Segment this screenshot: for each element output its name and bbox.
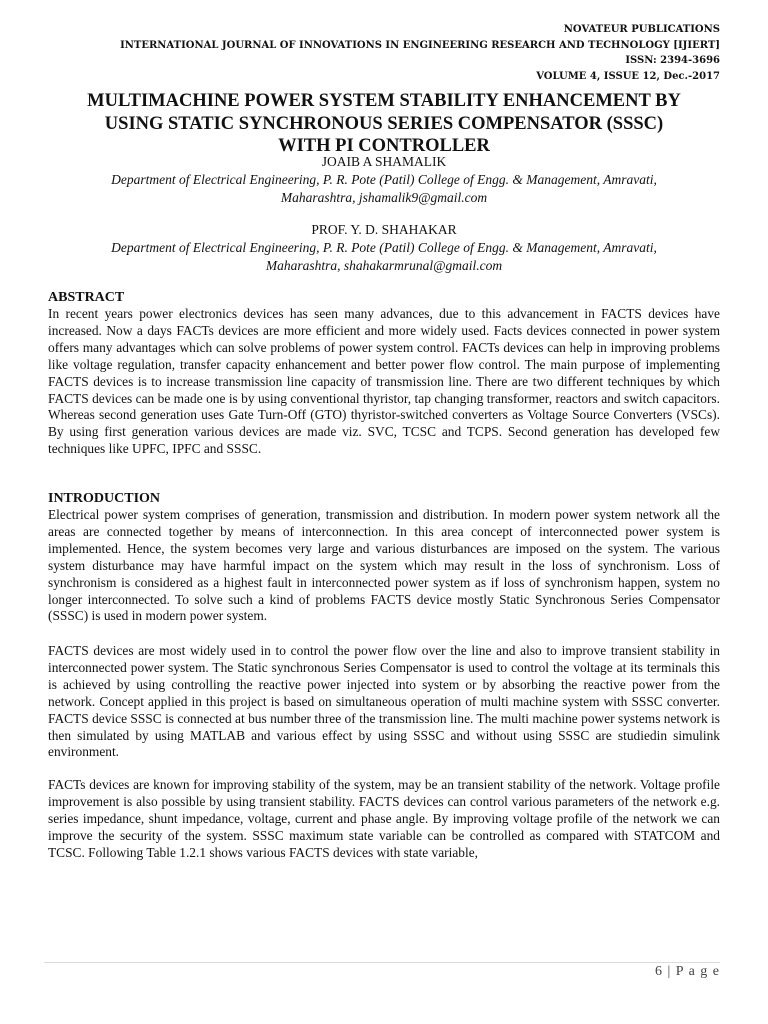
journal-header xyxy=(120,22,720,84)
volume-issue: VOLUME 4, ISSUE 12, Dec.-2017 xyxy=(536,70,720,82)
abstract-heading: ABSTRACT xyxy=(48,290,125,305)
paper-title xyxy=(40,90,728,158)
author-1-affiliation xyxy=(40,171,728,207)
footer-divider xyxy=(44,962,720,963)
issn: ISSN: 2394-3696 xyxy=(625,55,720,66)
title-line-3: WITH PI CONTROLLER xyxy=(278,136,490,156)
author-1-affiliation-line-1: Department of Electrical Engineering, P. R. Pote (Patil) College of Engg. & Management, Amravati, xyxy=(111,172,657,187)
author-1-name: JOAIB A SHAMALIK xyxy=(321,154,447,169)
introduction-heading: INTRODUCTION xyxy=(48,491,161,506)
page-number: 6 | P a g e xyxy=(655,964,720,979)
title-line-2: USING STATIC SYNCHRONOUS SERIES COMPENSATOR (SSSC) xyxy=(104,113,664,134)
introduction-paragraph-1: Electrical power system comprises of generation, transmission and distribution. In modern power system network all the areas are connected together by means of interconnection. In this area concept of interconnected power system is implemented. Hence, the system becomes very large and various disturbances are imposed on the system. The various system disturbance may have harmful impact on the system which may result in the loss of synchronism. Loss of synchronism is considered as a highest fault in interconnected power system as if loss of synchronism happen, system no longer interconnected. To solve such a kind of problems FACTS device mostly Static Synchronous Series Compensator (SSSC) is used in modern power system. xyxy=(48,507,720,624)
title-line-1: MULTIMACHINE POWER SYSTEM STABILITY ENHANCEMENT BY xyxy=(87,91,681,111)
introduction-paragraph-2: FACTS devices are most widely used in to control the power flow over the line and also to improve transient stability in interconnected power system. The Static synchronous Series Compensator is used to control the voltage at its terminals this is achieved by using controlling the reactive power injected into system or by absorbing the reactive power from the network. Concept applied in this project is based on simultaneous operation of multi machine system with SSSC converter. FACTS device SSSC is connected at bus number three of the transmission line. The multi machine power systems network is then simulated by using MATLAB and various effect by using SSSC and without using SSSC are studiedin simulink environment. xyxy=(48,643,720,760)
author-2-affiliation-line-2: Maharashtra, shahakarmrunal@gmail.com xyxy=(265,258,503,273)
journal-name: INTERNATIONAL JOURNAL OF INNOVATIONS IN ENGINEERING RESEARCH AND TECHNOLOGY [IJIERT] xyxy=(120,39,720,51)
author-2-affiliation xyxy=(40,239,728,275)
publisher-name: NOVATEUR PUBLICATIONS xyxy=(563,24,720,35)
author-2-affiliation-line-1: Department of Electrical Engineering, P. R. Pote (Patil) College of Engg. & Management, Amravati, xyxy=(111,240,657,255)
author-2-name: PROF. Y. D. SHAHAKAR xyxy=(311,222,457,237)
author-1-affiliation-line-2: Maharashtra, jshamalik9@gmail.com xyxy=(280,190,488,205)
abstract-text: In recent years power electronics devices has seen many advances, due to this advancement in FACTS devices have increased. Now a days FACTs devices are more efficient and more widely used. Facts devices connected in power system offers many advantages which can solve problems of power system control. FACTs devices can help in improving problems like voltage regulation, transfer capacity enhancement and better power flow control. The main purpose of implementing FACTS devices is to increase transmission line capacity of transmission line. There are two different techniques by which FACTS devices can be made one is by using conventional thyristor, tap changing transformer, reactors and switch capacitors. Whereas second generation uses Gate Turn-Off (GTO) thyristor-switched converters as Voltage Source Converters (VSCs). By using first generation various devices are made viz. SVC, TCSC and TCPS. Second generation has developed few techniques like UPFC, IPFC and SSSC. xyxy=(48,306,720,457)
introduction-paragraph-3: FACTs devices are known for improving stability of the system, may be an transient stability of the network. Voltage profile improvement is also possible by using transient stability. FACTS devices can control various parameters of the network e.g. series impedance, shunt impedance, voltage, current and phase angle. By improving voltage profile of the network we can improve the security of the system. SSSC maximum state variable can be controlled as compared with STATCOM and TCSC. Following Table 1.2.1 shows various FACTS devices with state variable, xyxy=(48,777,720,860)
